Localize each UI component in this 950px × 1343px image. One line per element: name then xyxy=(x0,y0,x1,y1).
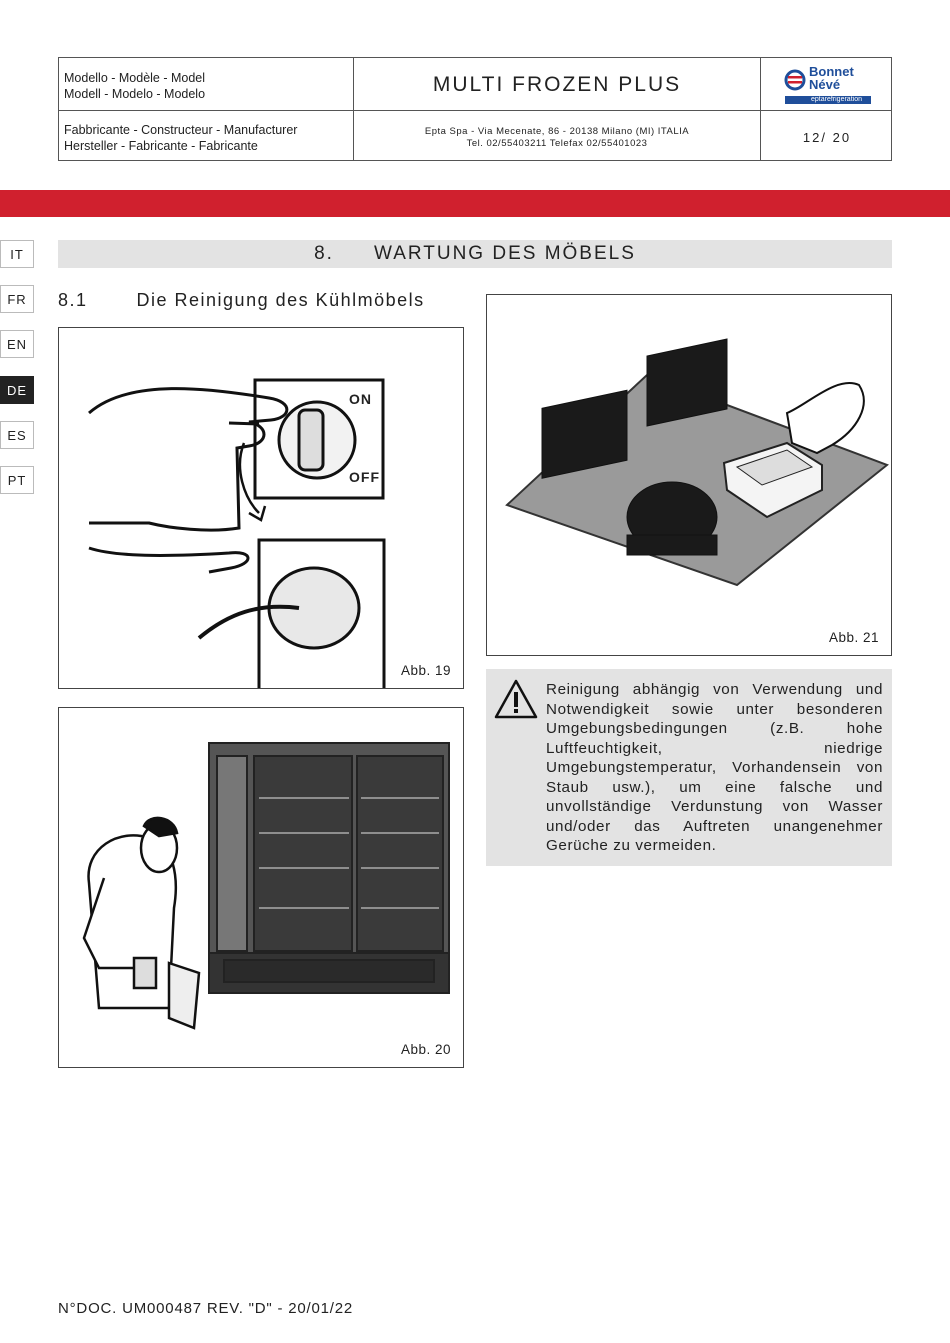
manufacturer-label-line2: Hersteller - Fabricante - Fabricante xyxy=(64,139,258,153)
header-table xyxy=(58,57,892,161)
figure-20 xyxy=(58,707,464,1068)
brand-logo xyxy=(783,66,873,106)
manufacturer-label xyxy=(64,122,297,154)
model-label-line1: Modello - Modèle - Model xyxy=(64,71,206,85)
section-number: 8. xyxy=(314,243,334,264)
power-switch-illustration-icon xyxy=(59,328,464,689)
logo-text-line1: Bonnet xyxy=(809,64,854,79)
manufacturer-label-line1: Fabbricante - Constructeur - Manufacturer xyxy=(64,123,298,137)
logo-subtext: eptarefrigeration xyxy=(811,96,862,103)
red-banner xyxy=(0,190,950,217)
phone-line: Tel. 02/55403211 Telefax 02/55401023 xyxy=(466,138,648,149)
lang-tab-it[interactable]: IT xyxy=(0,240,34,268)
section-title: WARTUNG DES MÖBELS xyxy=(373,243,636,264)
subsection-title: Die Reinigung des Kühlmöbels xyxy=(136,290,425,310)
document-number: N°DOC. UM000487 REV. "D" - 20/01/22 xyxy=(58,1300,354,1317)
manufacturer-address xyxy=(354,126,760,150)
lang-tab-en[interactable]: EN xyxy=(0,330,34,358)
warning-text: Reinigung abhängig von Verwendung und Notwendigkeit sowie unter besonderen Umgebungsbedingungen (z.B. hohe Luftfeuchtigkeit, niedrige Umgebungstemperatur, Vorhandensein von Staub usw.), um eine falsche und unvollständige Verdunstung von Wasser und/oder das Auftreten unangenehmer Gerüche zu vermeiden. xyxy=(546,681,883,854)
condensing-unit-illustration-icon xyxy=(487,295,892,656)
lang-tab-es[interactable]: ES xyxy=(0,421,34,449)
lang-tab-de[interactable]: DE xyxy=(0,376,34,404)
subsection-number: 8.1 xyxy=(58,290,88,310)
logo-text-line2: Névé xyxy=(809,77,841,92)
warning-triangle-icon xyxy=(493,678,539,720)
switch-off-label: OFF xyxy=(349,469,380,485)
section-heading xyxy=(58,240,892,268)
figure-21-caption: Abb. 21 xyxy=(828,630,879,645)
lang-tab-pt[interactable]: PT xyxy=(0,466,34,494)
lang-tab-fr[interactable]: FR xyxy=(0,285,34,313)
figure-20-caption: Abb. 20 xyxy=(400,1042,451,1057)
warning-box xyxy=(486,669,892,866)
switch-on-label: ON xyxy=(349,391,372,407)
person-cleaning-cabinet-illustration-icon xyxy=(59,708,464,1068)
figure-21 xyxy=(486,294,892,656)
document-title: MULTI FROZEN PLUS xyxy=(432,73,682,96)
model-label-line2: Modell - Modelo - Modelo xyxy=(64,87,206,101)
page-number: 12/ 20 xyxy=(802,130,852,145)
address-line: Epta Spa - Via Mecenate, 86 - 20138 Milano (MI) ITALIA xyxy=(424,126,690,137)
figure-19-caption: Abb. 19 xyxy=(400,663,451,678)
subsection-heading xyxy=(58,290,425,311)
model-label xyxy=(64,70,205,102)
figure-19 xyxy=(58,327,464,689)
